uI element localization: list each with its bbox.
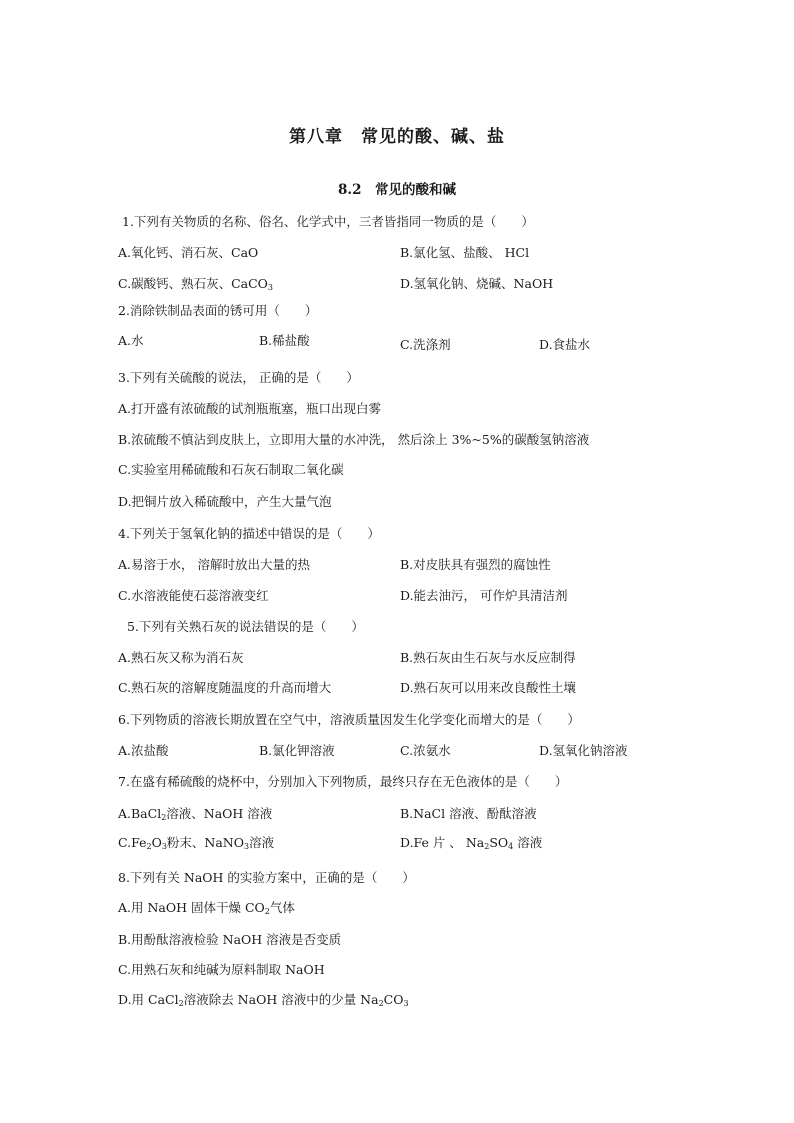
question-6-stem: 6.下列物质的溶液长期放置在空气中，溶液质量因发生化学变化而增大的是（ ） [118, 712, 580, 727]
question-4-option-c: C.水溶液能使石蕊溶液变红 [118, 588, 269, 603]
question-1-option-c: C.碳酸钙、熟石灰、CaCO$_3$ [118, 276, 274, 292]
question-5-option-c: C.熟石灰的溶解度随温度的升高而增大 [118, 680, 332, 695]
question-3-stem: 3.下列有关硫酸的说法， 正确的是（ ） [118, 370, 359, 385]
question-7-stem: 7.在盛有稀硫酸的烧杯中，分别加入下列物质，最终只存在无色液体的是（ ） [118, 774, 568, 789]
section-title: 8.2 常见的酸和碱 [338, 182, 456, 198]
question-4-stem: 4.下列关于氢氧化钠的描述中错误的是（ ） [118, 526, 380, 541]
question-3-option-b: B.浓硫酸不慎沾到皮肤上，立即用大量的水冲洗， 然后涂上 3%~5%的碳酸氢钠溶液 [118, 432, 590, 447]
question-8-option-b: B.用酚酞溶液检验 NaOH 溶液是否变质 [118, 932, 342, 947]
question-2-stem: 2.消除铁制品表面的锈可用（ ） [118, 303, 318, 318]
question-8-option-a: A.用 NaOH 固体干燥 $CO_2$气体 [118, 900, 295, 916]
question-2-option-d: D.食盐水 [539, 337, 591, 352]
question-4-option-a: A.易溶于水， 溶解时放出大量的热 [118, 557, 310, 572]
chapter-title: 第八章 常见的酸、碱、盐 [289, 127, 505, 147]
question-5-stem: 5.下列有关熟石灰的说法错误的是（ ） [127, 619, 364, 634]
question-6-option-c: C.浓氨水 [400, 743, 451, 758]
question-6-option-d: D.氢氧化钠溶液 [539, 743, 628, 758]
question-3-option-a: A.打开盛有浓硫酸的试剂瓶瓶塞，瓶口出现白雾 [118, 401, 382, 416]
question-6-option-a: A.浓盐酸 [118, 743, 169, 758]
question-7-option-d: D.Fe 片 、 $Na_2SO_4$ 溶液 [400, 835, 543, 851]
question-7-option-b: B.NaCl 溶液、酚酞溶液 [400, 806, 537, 821]
question-1-option-b: B.氯化氢、盐酸、 HCl [400, 245, 530, 260]
question-5-option-b: B.熟石灰由生石灰与水反应制得 [400, 650, 576, 665]
question-3-option-c: C.实验室用稀硫酸和石灰石制取二氧化碳 [118, 462, 344, 477]
question-1-stem: 1.下列有关物质的名称、俗名、化学式中，三者皆指同一物质的是（ ） [122, 214, 534, 229]
question-1-option-a: A.氧化钙、消石灰、CaO [118, 245, 259, 260]
question-8-option-d: D.用 CaCl$_2$溶液除去 NaOH 溶液中的少量 $Na_2CO_3$ [118, 992, 409, 1008]
question-6-option-b: B.氯化钾溶液 [259, 743, 335, 758]
question-4-option-b: B.对皮肤具有强烈的腐蚀性 [400, 557, 551, 572]
question-5-option-a: A.熟石灰又称为消石灰 [118, 650, 244, 665]
question-2-option-c: C.洗涤剂 [400, 337, 451, 352]
question-8-stem: 8.下列有关 NaOH 的实验方案中，正确的是（ ） [118, 870, 415, 885]
question-4-option-d: D.能去油污， 可作炉具清洁剂 [400, 588, 568, 603]
question-2-option-a: A.水 [118, 333, 144, 348]
question-3-option-d: D.把铜片放入稀硫酸中，产生大量气泡 [118, 494, 332, 509]
question-8-option-c: C.用熟石灰和纯碱为原料制取 NaOH [118, 962, 325, 977]
question-7-option-a: A.BaCl$_2$溶液、NaOH 溶液 [118, 806, 273, 822]
question-1-option-d: D.氢氧化钠、烧碱、NaOH [400, 276, 554, 291]
question-5-option-d: D.熟石灰可以用来改良酸性土壤 [400, 680, 577, 695]
question-7-option-c: $C.Fe_2O_3$粉末、NaNO$_3$溶液 [118, 835, 275, 851]
question-2-option-b: B.稀盐酸 [259, 333, 310, 348]
